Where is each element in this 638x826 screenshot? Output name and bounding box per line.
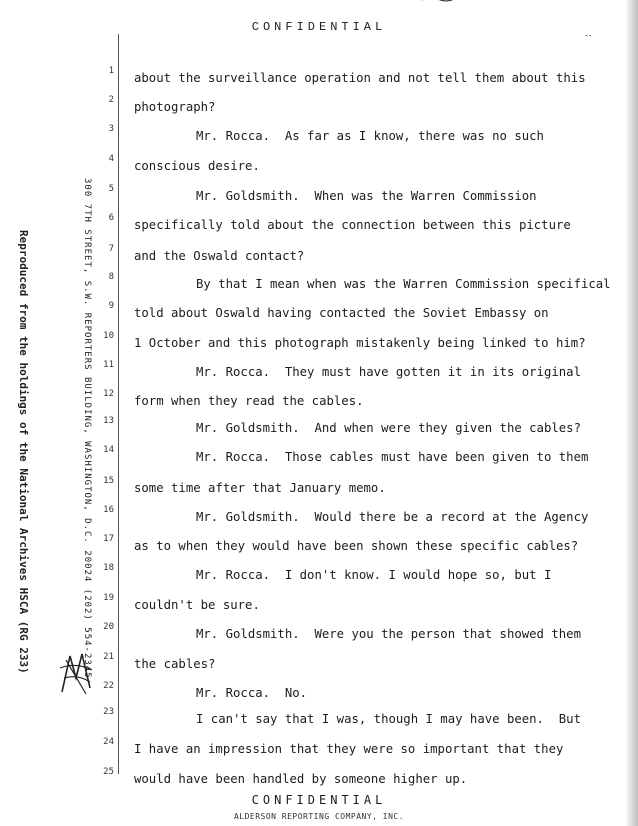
line-number: 9	[108, 301, 114, 311]
line-number: 24	[103, 737, 114, 747]
line-number: 25	[103, 767, 114, 777]
margin-rule	[118, 34, 119, 774]
line-number: 6	[108, 213, 114, 223]
transcript-line: and the Oswald contact?	[134, 249, 305, 263]
line-number: 20	[103, 622, 114, 632]
line-number: 11	[103, 360, 114, 370]
header-confidential: CONFIDENTIAL	[251, 20, 387, 34]
transcript-line: Mr. Goldsmith. Would there be a record at the Agency	[196, 510, 589, 524]
footer-confidential: CONFIDENTIAL	[251, 793, 387, 807]
transcript-line: Mr. Rocca. No.	[196, 686, 308, 700]
line-number: 19	[103, 593, 114, 603]
transcript-line: conscious desire.	[134, 159, 260, 173]
line-number: 5	[108, 184, 114, 194]
corner-mark: ‥	[585, 28, 592, 39]
header-scribble	[420, 0, 476, 4]
transcript-line: photograph?	[134, 100, 216, 114]
line-number: 3	[108, 124, 114, 134]
transcript-line: specifically told about the connection between this picture	[134, 218, 571, 232]
transcript-line: about the surveillance operation and not tell them about this	[134, 71, 586, 85]
transcript-line: Mr. Goldsmith. When was the Warren Commission	[196, 189, 537, 203]
line-number: 10	[103, 331, 114, 341]
archive-note: Reproduced from the holdings of the National Archives HSCA (RG 233)	[17, 230, 30, 674]
transcript-line: I have an impression that they were so important that they	[134, 742, 564, 756]
transcript-line: as to when they would have been shown these specific cables?	[134, 539, 579, 553]
line-number: 7	[108, 244, 114, 254]
line-number: 17	[103, 534, 114, 544]
transcript-line: form when they read the cables.	[134, 394, 364, 408]
line-number: 16	[103, 505, 114, 515]
transcript-line: Mr. Rocca. I don't know. I would hope so, but I	[196, 568, 552, 582]
line-number: 18	[103, 563, 114, 573]
transcript-line: By that I mean when was the Warren Commission specifical	[196, 277, 611, 291]
line-number: 4	[108, 154, 114, 164]
page-edge	[625, 0, 638, 826]
line-number: 21	[103, 652, 114, 662]
transcript-line: the cables?	[134, 657, 216, 671]
handwritten-initials	[56, 648, 96, 700]
transcript-line: Mr. Goldsmith. And when were they given the cables?	[196, 421, 581, 435]
transcript-line: 1 October and this photograph mistakenly being linked to him?	[134, 336, 586, 350]
transcript-line: Mr. Rocca. As far as I know, there was no such	[196, 129, 544, 143]
reporter-address: 300 7TH STREET, S.W. REPORTERS BUILDING, WASHINGTON, D.C. 20024 (202) 554-2345	[82, 178, 92, 679]
transcript-line: Mr. Rocca. They must have gotten it in its original	[196, 365, 581, 379]
transcript-line: some time after that January memo.	[134, 481, 386, 495]
line-number: 8	[108, 272, 114, 282]
line-number: 15	[103, 476, 114, 486]
transcript-line: would have been handled by someone higher up.	[134, 772, 468, 786]
line-number: 14	[103, 445, 114, 455]
line-number: 22	[103, 681, 114, 691]
transcript-line: Mr. Rocca. Those cables must have been given to them	[196, 450, 589, 464]
transcript-line: Mr. Goldsmith. Were you the person that showed them	[196, 627, 581, 641]
transcript-line: told about Oswald having contacted the Soviet Embassy on	[134, 306, 549, 320]
line-number: 13	[103, 416, 114, 426]
transcript-line: I can't say that I was, though I may have been. But	[196, 712, 581, 726]
line-number: 12	[103, 389, 114, 399]
line-number: 1	[108, 66, 114, 76]
reporting-company: ALDERSON REPORTING COMPANY, INC.	[233, 812, 405, 821]
line-number: 2	[108, 95, 114, 105]
line-number: 23	[103, 707, 114, 717]
transcript-line: couldn't be sure.	[134, 598, 260, 612]
